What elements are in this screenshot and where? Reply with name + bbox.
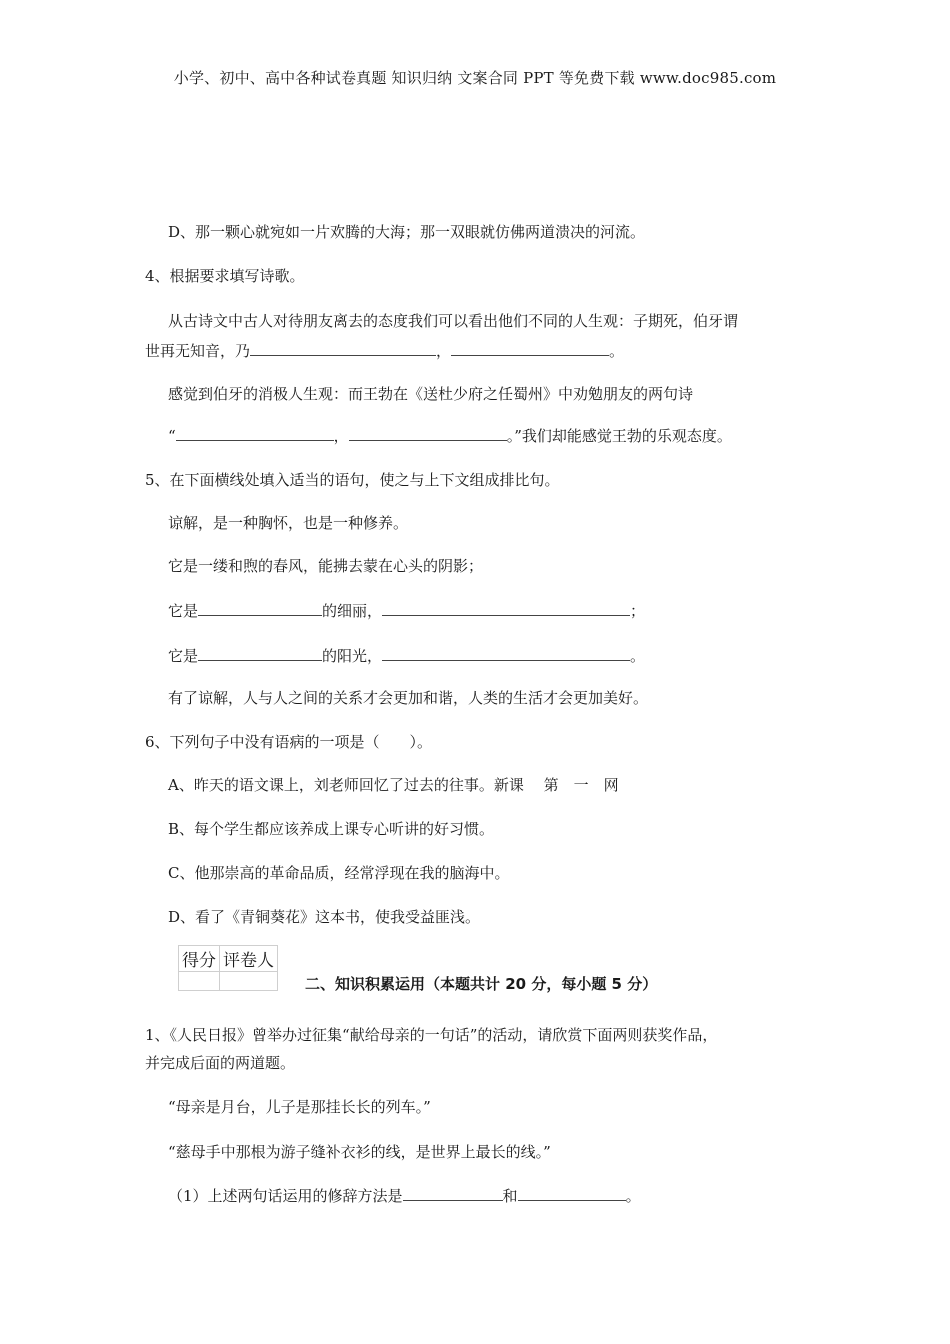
question-4: 4、根据要求填写诗歌。	[145, 267, 305, 285]
question-5: 5、在下面横线处填入适当的语句，使之与上下文组成排比句。	[145, 471, 560, 489]
q5-p4-end: 。	[630, 647, 646, 665]
q4-p2-text: 世再无知音，乃	[145, 342, 251, 360]
grader-header: 评卷人	[220, 946, 278, 972]
option-d-q3: D、那一颗心就宛如一片欢腾的大海；那一双眼就仿佛两道溃决的河流。	[168, 223, 646, 241]
q5-paragraph-2: 它是一缕和煦的春风，能拂去蒙在心头的阴影；	[168, 557, 484, 575]
section-title: 二、知识积累运用（本题共计 20 分，每小题 5 分）	[305, 975, 658, 993]
sub1-end: 。	[625, 1187, 641, 1205]
quote-2: “慈母手中那根为游子缝补衣衫的线，是世界上最长的线。”	[168, 1143, 551, 1161]
page-header: 小学、初中、高中各种试卷真题 知识归纳 文案合同 PPT 等免费下载 www.doc985.com	[173, 69, 777, 87]
q4-paragraph-1: 从古诗文中古人对待朋友离去的态度我们可以看出他们不同的人生观：子期死，伯牙谓	[168, 312, 739, 330]
q6-option-a: A、昨天的语文课上，刘老师回忆了过去的往事。新课 第 一 网	[168, 776, 619, 794]
answer-blank[interactable]	[518, 1186, 626, 1201]
sub-question-1	[168, 1186, 641, 1206]
sub1-and: 和	[502, 1187, 518, 1205]
q5-paragraph-1: 谅解，是一种胸怀，也是一种修养。	[168, 514, 409, 532]
q6-option-d: D、看了《青铜葵花》这本书，使我受益匪浅。	[168, 908, 481, 926]
q5-p4-a: 它是	[168, 647, 199, 665]
q6-option-b: B、每个学生都应该养成上课专心听讲的好习惯。	[168, 820, 495, 838]
sub1-text: （1）上述两句话运用的修辞方法是	[168, 1187, 403, 1205]
answer-blank[interactable]	[198, 646, 322, 661]
answer-blank[interactable]	[451, 341, 609, 356]
q4-p4-end: 。”我们却能感觉王勃的乐观态度。	[506, 427, 732, 445]
q5-p3-a: 它是	[168, 602, 199, 620]
score-header: 得分	[179, 946, 220, 972]
q5-paragraph-4	[168, 646, 645, 666]
answer-blank[interactable]	[250, 341, 436, 356]
answer-blank[interactable]	[382, 646, 630, 661]
question-6: 6、下列句子中没有语病的一项是（ ）。	[145, 733, 433, 751]
q6-option-c: C、他那崇高的革命品质，经常浮现在我的脑海中。	[168, 864, 510, 882]
q5-paragraph-3	[168, 601, 645, 621]
grader-cell[interactable]	[220, 972, 278, 991]
q4-p2-sep: ，	[436, 342, 452, 360]
q4-paragraph-2	[145, 341, 624, 361]
score-cell[interactable]	[179, 972, 220, 991]
q4-paragraph-4	[168, 426, 732, 446]
q5-paragraph-5: 有了谅解，人与人之间的关系才会更加和谐，人类的生活才会更加美好。	[168, 689, 649, 707]
answer-blank[interactable]	[403, 1186, 503, 1201]
q4-paragraph-3: 感觉到伯牙的消极人生观：而王勃在《送杜少府之任蜀州》中劝勉朋友的两句诗	[168, 385, 694, 403]
answer-blank[interactable]	[198, 601, 322, 616]
answer-blank[interactable]	[382, 601, 630, 616]
q4-p4-open: “	[168, 427, 176, 445]
answer-blank[interactable]	[349, 426, 507, 441]
q5-p3-end: ；	[630, 602, 646, 620]
s2-question-1-line-2: 并完成后面的两道题。	[145, 1054, 296, 1072]
score-table	[178, 945, 278, 991]
answer-blank[interactable]	[176, 426, 334, 441]
q4-p4-sep: ，	[333, 427, 349, 445]
s2-question-1-line-1: 1、《人民日报》曾举办过征集“献给母亲的一句话”的活动，请欣赏下面两则获奖作品，	[145, 1026, 718, 1044]
q5-p4-b: 的阳光，	[322, 647, 383, 665]
q4-p2-end: 。	[609, 342, 625, 360]
quote-1: “母亲是月台，儿子是那挂长长的列车。”	[168, 1098, 431, 1116]
q5-p3-b: 的细丽，	[322, 602, 383, 620]
